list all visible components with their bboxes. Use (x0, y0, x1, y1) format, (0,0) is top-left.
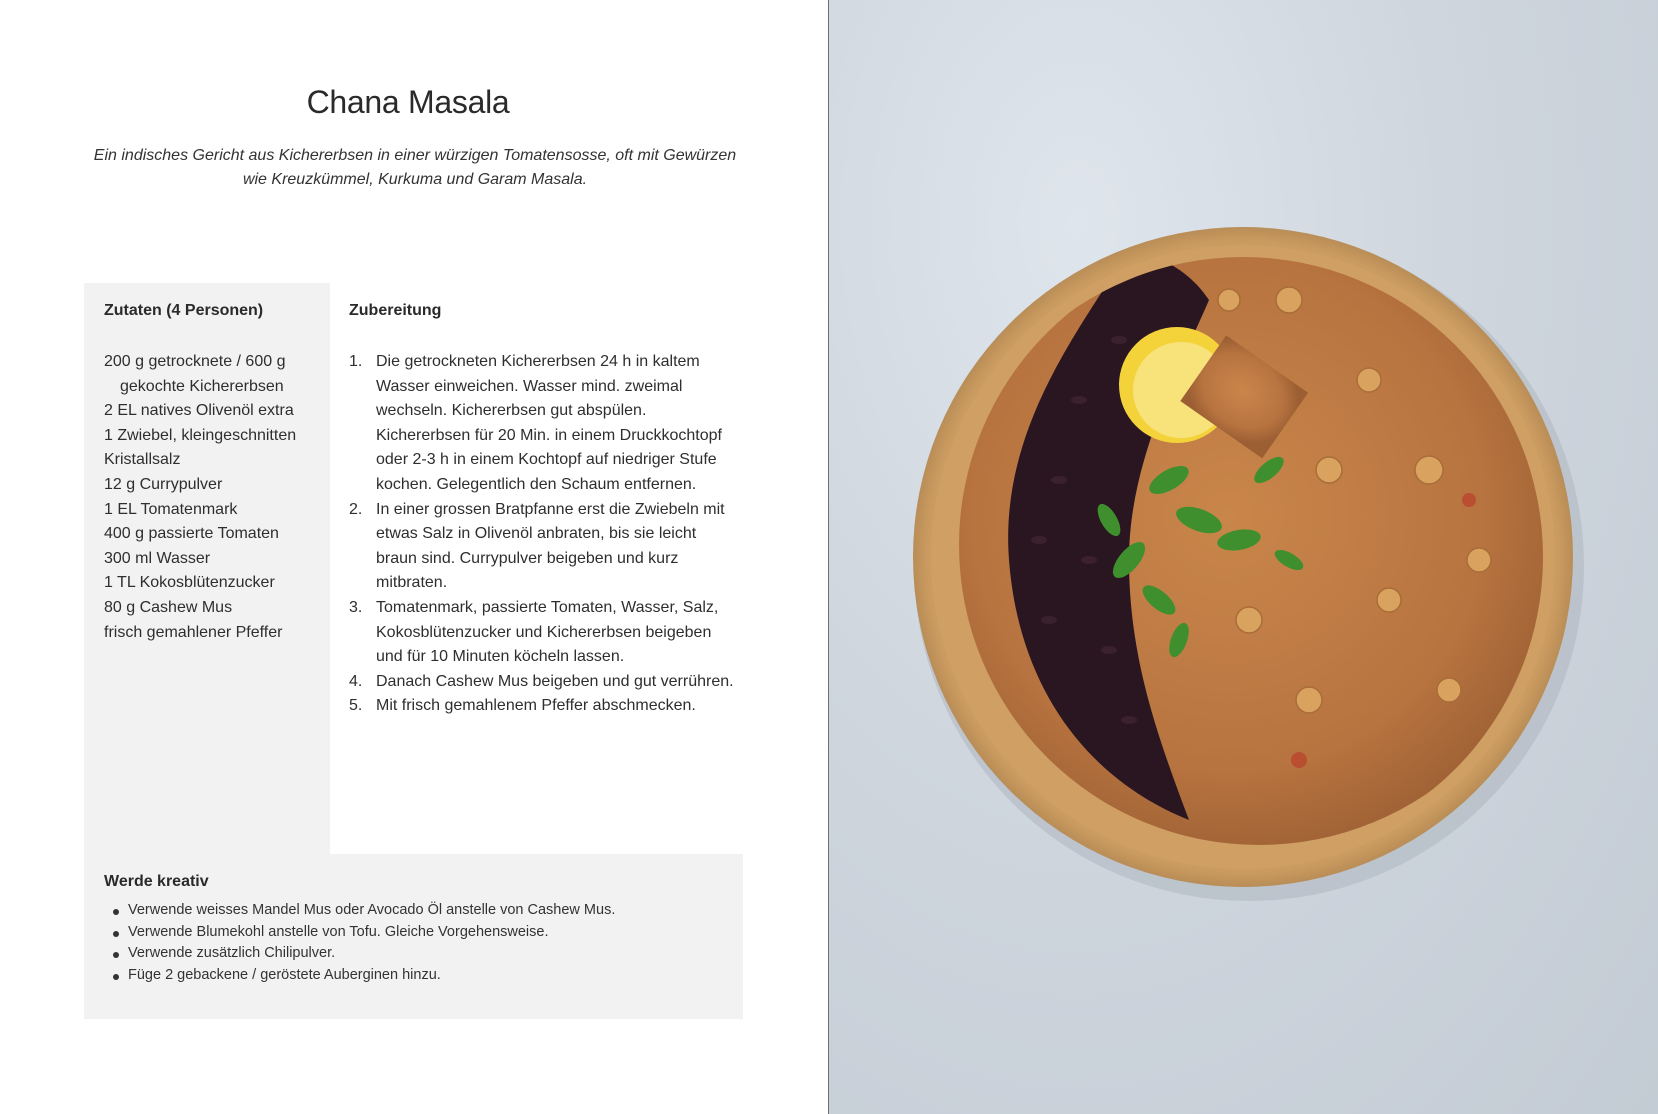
step-number: 3. (349, 598, 363, 616)
preparation-steps (349, 350, 741, 719)
creative-heading: Werde kreativ (104, 873, 209, 890)
ingredients-heading: Zutaten (4 Personen) (104, 302, 264, 319)
creative-tips-list (112, 900, 732, 986)
tip-item (112, 943, 732, 965)
ingredient-item: frisch gemahlener Pfeffer (104, 623, 283, 641)
step-text: Mit frisch gemahlenem Pfeffer abschmecken. (376, 697, 696, 715)
ingredient-item: 400 g passierte Tomaten (104, 525, 279, 543)
bullet-icon (113, 974, 119, 980)
ingredient-item: 300 ml Wasser (104, 549, 211, 567)
recipe-text-page (0, 0, 828, 1114)
step-text: Die getrockneten Kichererbsen 24 h in kaltem Wasser einweichen. Wasser mind. zweimal wechseln. Kichererbsen gut abspülen. Kichererbsen für 20 Min. in einem Druckkochtopf oder 2-3 h in einem Kochtopf auf niedriger Stufe kochen. Gelegentlich den Schaum entfernen. (376, 353, 722, 493)
step-number: 4. (349, 672, 363, 690)
tip-item (112, 922, 732, 944)
ingredient-item: 2 EL natives Olivenöl extra (104, 402, 294, 420)
tip-text: Verwende zusätzlich Chilipulver. (128, 945, 336, 961)
dish-photo (829, 0, 1658, 1114)
step-item (349, 350, 741, 498)
preparation-heading: Zubereitung (349, 302, 442, 319)
step-number: 2. (349, 500, 363, 518)
step-item (349, 498, 741, 596)
step-text: Danach Cashew Mus beigeben und gut verrühren. (376, 672, 734, 690)
step-number: 5. (349, 697, 363, 715)
bullet-icon (113, 931, 119, 937)
tip-item (112, 900, 732, 922)
tip-text: Verwende weisses Mandel Mus oder Avocado Öl anstelle von Cashew Mus. (128, 902, 616, 918)
ingredient-item: 12 g Currypulver (104, 475, 223, 493)
step-item (349, 694, 741, 719)
ingredient-item: 1 TL Kokosblütenzucker (104, 574, 275, 592)
ingredients-list (104, 350, 314, 645)
ingredient-item: 200 g getrocknete / 600 g gekochte Kichererbsen (104, 353, 286, 395)
step-item (349, 596, 741, 670)
tip-text: Verwende Blumekohl anstelle von Tofu. Gleiche Vorgehensweise. (128, 923, 549, 940)
ingredient-item: 1 Zwiebel, kleingeschnitten (104, 426, 297, 444)
recipe-description: Ein indisches Gericht aus Kichererbsen in einer würzigen Tomatensosse, oft mit Gewürzen wie Kreuzkümmel, Kurkuma und Garam Masala. (93, 147, 737, 188)
ingredient-item: 80 g Cashew Mus (104, 598, 233, 616)
step-item (349, 670, 741, 695)
bullet-icon (113, 909, 119, 915)
bullet-icon (113, 952, 119, 958)
recipe-title: Chana Masala (306, 84, 510, 120)
tip-item (112, 965, 732, 987)
ingredient-item: Kristallsalz (104, 451, 181, 469)
step-text: Tomatenmark, passierte Tomaten, Wasser, Salz, Kokosblütenzucker und Kichererbsen beigeben und für 10 Minuten köcheln lassen. (376, 598, 719, 666)
dish-photo-page (829, 0, 1658, 1114)
step-text: In einer grossen Bratpfanne erst die Zwiebeln mit etwas Salz in Olivenöl anbraten, bis sie leicht braun sind. Currypulver beigeben und kurz mitbraten. (376, 500, 725, 592)
ingredient-item: 1 EL Tomatenmark (104, 500, 238, 518)
step-number: 1. (349, 353, 363, 370)
tip-text: Füge 2 gebackene / geröstete Auberginen hinzu. (128, 966, 441, 983)
